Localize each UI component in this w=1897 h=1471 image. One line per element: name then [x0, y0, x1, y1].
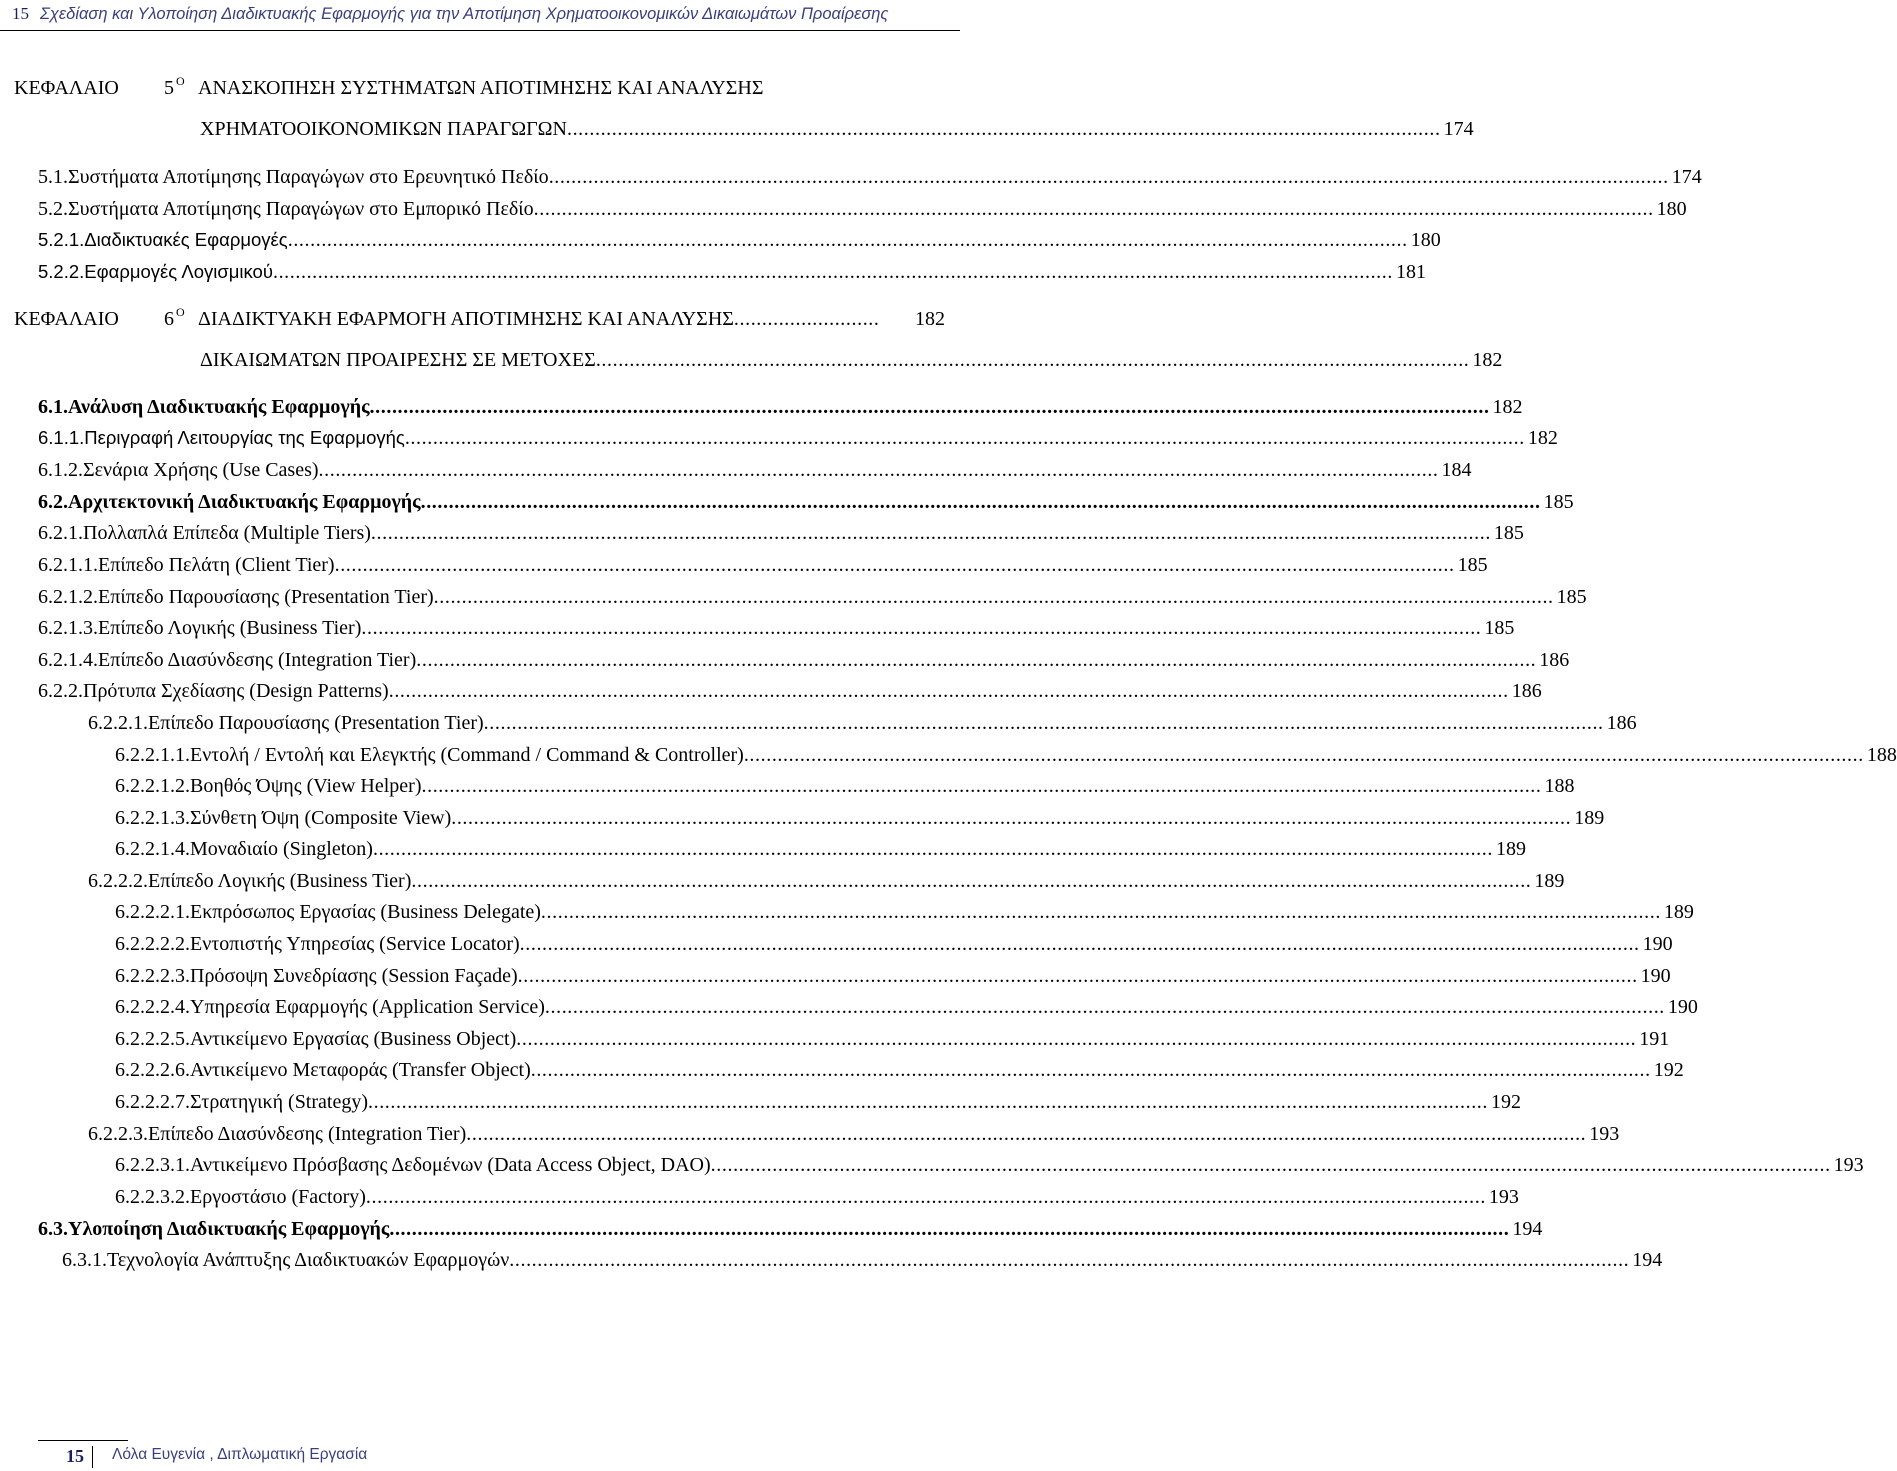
entry-number: 6.2.1.1. — [38, 554, 98, 576]
entry-title: Αντικείμενο Εργασίας (Business Object) — [190, 1028, 517, 1050]
dot-leader: ........................................................................................................................................................................................................ — [483, 712, 1604, 734]
page-number: 174 — [1671, 166, 1702, 188]
entry-number: 6.2.2.2.7. — [115, 1091, 190, 1113]
dot-leader: ........................................................................................................................................................................................................ — [369, 396, 1490, 418]
footer-page-number: 15 — [66, 1446, 93, 1468]
entry-title: Αρχιτεκτονική Διαδικτυακής Εφαρμογής — [68, 491, 421, 513]
entry-number: 6.2.2.2.1. — [115, 901, 190, 923]
entry-title: Επίπεδο Διασύνδεσης (Integration Tier) — [148, 1123, 467, 1145]
dot-leader: ........................................................................................................................................................................................................ — [361, 617, 1482, 639]
entry-number: 6.1.1. — [38, 427, 85, 448]
entry-title: Περιγραφή Λειτουργίας της Εφαρμογής — [84, 427, 405, 448]
entry-title: Σενάρια Χρήσης (Use Cases) — [83, 459, 319, 481]
page-number: 180 — [1410, 229, 1441, 251]
entry-title: Εργοστάσιο (Factory) — [190, 1186, 366, 1208]
chapter-5-heading[interactable] — [14, 74, 934, 107]
page-number: 182 — [915, 308, 945, 330]
entry-title: Εντοπιστής Υπηρεσίας (Service Locator) — [190, 933, 520, 955]
page-number: 190 — [1667, 996, 1698, 1018]
toc-entry[interactable] — [115, 1059, 1684, 1089]
toc-entry[interactable] — [38, 1218, 1543, 1248]
entry-number: 6.3. — [38, 1218, 68, 1240]
entry-title: Τεχνολογία Ανάπτυξης Διαδικτυακών Εφαρμογών — [107, 1249, 510, 1271]
entry-title: Αντικείμενο Πρόσβασης Δεδομένων (Data Access Object, DAO) — [190, 1154, 711, 1176]
dot-leader: ........................................................................................................................................................................................................ — [370, 522, 1491, 544]
dot-leader: ........................................................................................................................................................................................................ — [365, 1186, 1486, 1208]
toc-entry[interactable] — [115, 996, 1698, 1026]
entry-number: 6.2.2.2.6. — [115, 1059, 190, 1081]
dot-leader: ........................................................................................................................................................................................................ — [509, 1249, 1630, 1271]
page-number: 193 — [1833, 1154, 1864, 1176]
dot-leader: ........................................................................................................................................................................................................ — [544, 996, 1665, 1018]
entry-number: 6.2.2.3.1. — [115, 1154, 190, 1176]
entry-title: Υλοποίηση Διαδικτυακής Εφαρμογής — [68, 1218, 390, 1240]
page-number: 182 — [1492, 396, 1523, 418]
entry-number: 6.2.1.3. — [38, 617, 98, 639]
page-number: 180 — [1656, 198, 1687, 220]
entry-number: 5.1. — [38, 166, 68, 188]
entry-title: Εντολή / Εντολή και Ελεγκτής (Command / Command & Controller) — [190, 744, 744, 766]
page-number: 194 — [1512, 1218, 1543, 1240]
toc-entry[interactable] — [38, 261, 1426, 291]
footer-rule — [38, 1440, 128, 1441]
entry-number: 6.2.2.3. — [88, 1123, 148, 1145]
dot-leader: ........................................................................................................................................................................................................ — [540, 901, 1661, 923]
dot-leader: ........................................................................................................................................................................................................ — [372, 838, 1493, 860]
entry-title: Βοηθός Όψης (View Helper) — [190, 775, 422, 797]
entry-title: Μοναδιαίο (Singleton) — [190, 838, 373, 860]
chapter-title-cont: ΔΙΚΑΙΩΜΑΤΩΝ ΠΡΟΑΙΡΕΣΗΣ ΣΕ ΜΕΤΟΧΕΣ — [200, 349, 596, 371]
toc-entry[interactable] — [38, 617, 1515, 647]
header-running-title: Σχεδίαση και Υλοποίηση Διαδικτυακής Εφαρμογής για την Αποτίμηση Χρηματοοικονομικών Δικαιωμάτων Προαίρεσης — [40, 5, 889, 23]
toc-entry[interactable] — [115, 1186, 1519, 1216]
dot-leader: ........................................................................................................................................................................................................ — [287, 229, 1408, 251]
dot-leader: ........................................................................................................................................................................................................ — [411, 870, 1532, 892]
toc-entry[interactable] — [38, 198, 1687, 228]
chapter-label: ΚΕΦΑΛΑΙΟ — [14, 77, 119, 99]
toc-entry[interactable] — [38, 396, 1523, 426]
entry-number: 6.2.2.2.2. — [115, 933, 190, 955]
page-number: 193 — [1488, 1186, 1519, 1208]
dot-leader: ........................................................................................................................................................................................................ — [416, 649, 1537, 671]
page-number: 185 — [1493, 522, 1524, 544]
entry-number: 6.3.1. — [62, 1249, 107, 1271]
page-number: 186 — [1511, 680, 1542, 702]
footer-author: Λόλα Ευγενία , Διπλωματική Εργασία — [112, 1446, 368, 1463]
toc-entry[interactable] — [38, 166, 1702, 196]
chapter-number: 5 $^O$ — [164, 74, 185, 99]
entry-number: 6.2.2.1.3. — [115, 807, 190, 829]
toc-entry[interactable] — [38, 649, 1570, 679]
page-number: 185 — [1543, 491, 1574, 513]
page-number: 188 — [1866, 744, 1897, 766]
chapter-title: ΔΙΑΔΙΚΤΥΑΚΗ ΕΦΑΡΜΟΓΗ ΑΠΟΤΙΜΗΣΗΣ ΚΑΙ ΑΝΑΛΥΣΗΣ — [198, 308, 734, 330]
page-number: 194 — [1632, 1249, 1663, 1271]
entry-number: 6.2.1. — [38, 522, 83, 544]
page-number: 181 — [1395, 261, 1426, 283]
page-number: 184 — [1441, 459, 1472, 481]
toc-entry[interactable] — [115, 965, 1671, 995]
toc-entry[interactable] — [38, 522, 1524, 552]
page-number: 192 — [1491, 1091, 1521, 1113]
entry-title: Αντικείμενο Μεταφοράς (Transfer Object) — [190, 1059, 531, 1081]
toc-entry[interactable] — [88, 870, 1565, 900]
page-number: 190 — [1640, 965, 1671, 987]
entry-number: 6.2.1.2. — [38, 586, 98, 608]
toc-entry[interactable] — [115, 901, 1694, 931]
toc-entry[interactable] — [38, 586, 1587, 616]
dot-leader: ........................................................................................................................................................................................................ — [743, 744, 1864, 766]
chapter-number: 6 $^O$ — [164, 305, 185, 330]
entry-title: Εφαρμογές Λογισμικού — [84, 261, 273, 282]
page-number: 189 — [1495, 838, 1526, 860]
entry-number: 6.1.2. — [38, 459, 83, 481]
toc-entry[interactable] — [115, 775, 1575, 805]
entry-title: Επίπεδο Πελάτη (Client Tier) — [98, 554, 335, 576]
entry-title: Επίπεδο Διασύνδεσης (Integration Tier) — [98, 649, 417, 671]
page-number: 185 — [1484, 617, 1515, 639]
entry-number: 6.1. — [38, 396, 68, 418]
page-number: 190 — [1642, 933, 1673, 955]
dot-leader: ........................................................................................................................................................................................................ — [451, 807, 1572, 829]
dot-leader: ........................................................................................................................................................................................................ — [404, 427, 1525, 449]
toc-entry[interactable] — [115, 838, 1526, 868]
toc-entry[interactable] — [88, 1123, 1620, 1153]
dot-leader: ........................................................................................................................................................................................................ — [433, 586, 1554, 608]
dot-leader: ........................................................................................................................................................................................................ — [420, 491, 1541, 513]
entry-number: 5.2. — [38, 198, 68, 220]
entry-title: Επίπεδο Λογικής (Business Tier) — [148, 870, 412, 892]
entry-title: Υπηρεσία Εφαρμογής (Application Service) — [190, 996, 545, 1018]
page-number: 174 — [1443, 118, 1474, 140]
entry-title: Συστήματα Αποτίμησης Παραγώγων στο Ερευνητικό Πεδίο — [68, 166, 549, 188]
dot-leader: ............................................................................................................................................................ — [566, 118, 1441, 140]
entry-title: Εκπρόσωπος Εργασίας (Business Delegate) — [190, 901, 541, 923]
dot-leader: ........................................................................................................................................................................................................ — [517, 965, 1638, 987]
chapter-title-cont: ΧΡΗΜΑΤΟΟΙΚΟΝΟΜΙΚΩΝ ΠΑΡΑΓΩΓΩΝ — [200, 118, 567, 140]
toc-entry[interactable] — [62, 1249, 1663, 1279]
entry-title: Σύνθετη Όψη (Composite View) — [190, 807, 452, 829]
toc-entry[interactable] — [115, 744, 1897, 774]
entry-number: 6.2.2.2.5. — [115, 1028, 190, 1050]
dot-leader: ........................................................................................................................................................................................................ — [548, 166, 1669, 188]
chapter-6-heading[interactable] — [14, 305, 945, 338]
entry-title: Πρόσοψη Συνεδρίασης (Session Façade) — [190, 965, 518, 987]
dot-leader: .......................... — [733, 308, 880, 330]
running-header — [0, 0, 960, 31]
toc-entry[interactable] — [38, 554, 1488, 584]
entry-number: 6.2.2.1.4. — [115, 838, 190, 860]
toc-entry[interactable] — [38, 680, 1542, 710]
entry-title: Ανάλυση Διαδικτυακής Εφαρμογής — [68, 396, 370, 418]
page-number: 185 — [1556, 586, 1587, 608]
dot-leader: ........................................................................................................................................................................................................ — [530, 1059, 1651, 1081]
dot-leader: ........................................................................................................................................................................................................ — [388, 680, 1509, 702]
dot-leader: ........................................................................................................................................................................................................ — [272, 261, 1393, 283]
page-number: 191 — [1639, 1028, 1670, 1050]
page-number: 186 — [1539, 649, 1570, 671]
entry-title: Πρότυπα Σχεδίασης (Design Patterns) — [83, 680, 389, 702]
entry-number: 6.2.2. — [38, 680, 83, 702]
chapter-5-title-cont[interactable] — [200, 118, 1474, 148]
page-number: 193 — [1589, 1123, 1620, 1145]
dot-leader: ........................................................................................................................................................................................................ — [334, 554, 1455, 576]
dot-leader: ........................................................................................................................................................................................................ — [368, 1091, 1488, 1113]
page-number: 182 — [1472, 349, 1503, 371]
chapter-title: ΑΝΑΣΚΟΠΗΣΗ ΣΥΣΤΗΜΑΤΩΝ ΑΠΟΤΙΜΗΣΗΣ ΚΑΙ ΑΝΑΛΥΣΗΣ — [198, 77, 764, 99]
toc-entry[interactable] — [88, 712, 1637, 742]
chapter-6-title-cont[interactable] — [200, 349, 1503, 379]
header-page-number: 15 — [12, 4, 29, 23]
dot-leader: ........................................................................................................................................................................................................ — [318, 459, 1439, 481]
page-number: 189 — [1534, 870, 1565, 892]
toc-entry[interactable] — [38, 229, 1441, 259]
entry-number: 6.2.1.4. — [38, 649, 98, 671]
dot-leader: ............................................................................................................................................................ — [595, 349, 1470, 371]
page-number: 188 — [1544, 775, 1575, 797]
entry-number: 6.2.2.1. — [88, 712, 148, 734]
entry-number: 6.2.2.1.2. — [115, 775, 190, 797]
dot-leader: ........................................................................................................................................................................................................ — [519, 933, 1640, 955]
entry-number: 6.2. — [38, 491, 68, 513]
page-footer — [38, 1440, 938, 1470]
entry-title: Επίπεδο Παρουσίασης (Presentation Tier) — [148, 712, 484, 734]
page-number: 189 — [1574, 807, 1605, 829]
dot-leader: ........................................................................................................................................................................................................ — [710, 1154, 1831, 1176]
entry-number: 6.2.2.1.1. — [115, 744, 190, 766]
page-number: 182 — [1527, 427, 1558, 449]
page-number: 192 — [1653, 1059, 1684, 1081]
dot-leader: ........................................................................................................................................................................................................ — [533, 198, 1654, 220]
entry-title: Διαδικτυακές Εφαρμογές — [84, 229, 288, 250]
entry-title: Στρατηγική (Strategy) — [190, 1091, 368, 1113]
toc-entry[interactable] — [115, 807, 1605, 837]
toc-entry[interactable] — [38, 459, 1472, 489]
toc-entry[interactable] — [115, 1028, 1670, 1058]
entry-title: Επίπεδο Παρουσίασης (Presentation Tier) — [98, 586, 434, 608]
entry-title: Πολλαπλά Επίπεδα (Multiple Tiers) — [83, 522, 371, 544]
toc-entry[interactable] — [115, 933, 1673, 963]
toc-entry[interactable] — [38, 427, 1558, 457]
entry-number: 5.2.2. — [38, 261, 85, 282]
dot-leader: ........................................................................................................................................................................................................ — [466, 1123, 1587, 1145]
entry-title: Επίπεδο Λογικής (Business Tier) — [98, 617, 362, 639]
toc-entry[interactable] — [115, 1091, 1521, 1121]
page-number: 189 — [1663, 901, 1694, 923]
chapter-label: ΚΕΦΑΛΑΙΟ — [14, 308, 119, 330]
entry-number: 6.2.2.3.2. — [115, 1186, 190, 1208]
page-number: 185 — [1457, 554, 1488, 576]
dot-leader: ........................................................................................................................................................................................................ — [421, 775, 1542, 797]
entry-number: 6.2.2.2.3. — [115, 965, 190, 987]
entry-number: 6.2.2.2.4. — [115, 996, 190, 1018]
toc-entry[interactable] — [38, 491, 1574, 521]
entry-number: 5.2.1. — [38, 229, 85, 250]
dot-leader: ........................................................................................................................................................................................................ — [516, 1028, 1637, 1050]
entry-number: 6.2.2.2. — [88, 870, 148, 892]
page-number: 186 — [1606, 712, 1637, 734]
entry-title: Συστήματα Αποτίμησης Παραγώγων στο Εμπορικό Πεδίο — [68, 198, 534, 220]
toc-entry[interactable] — [115, 1154, 1864, 1184]
dot-leader: ........................................................................................................................................................................................................ — [389, 1218, 1510, 1240]
